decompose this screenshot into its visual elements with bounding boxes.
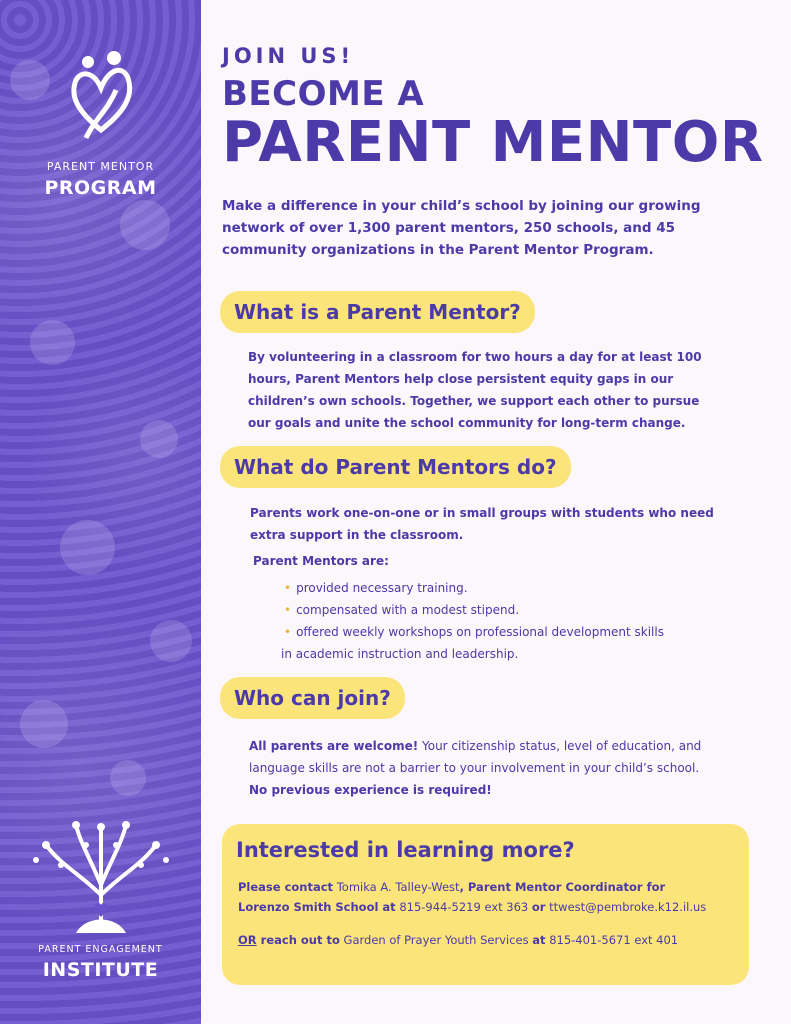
org-name: Garden of Prayer Youth Services xyxy=(339,933,533,947)
title-line-1: BECOME A xyxy=(222,74,425,114)
program-logo-title: PROGRAM xyxy=(44,177,157,199)
coordinator-name: Tomika A. Talley-West xyxy=(333,880,460,894)
parent-mentor-program-logo xyxy=(0,50,201,199)
all-parents-welcome: All parents are welcome! xyxy=(249,739,419,753)
kicker-join-us: JOIN US! xyxy=(222,44,355,68)
contact-heading: Interested in learning more? xyxy=(236,838,575,862)
institute-logo-title: INSTITUTE xyxy=(42,959,159,981)
parent-engagement-institute-logo xyxy=(0,815,201,981)
list-item: • provided necessary training. xyxy=(284,581,468,595)
org-phone: 815-401-5671 ext 401 xyxy=(545,933,679,947)
contact-line-2: OR reach out to Garden of Prayer Youth Services at 815-401-5671 ext 401 xyxy=(238,933,679,947)
who-can-join-paragraph: All parents are welcome! Your citizenship status, level of education, and language skills are not a barrier to your involvement in your child’s school. No previous experience is required! xyxy=(249,739,702,797)
program-logo-subtitle: PARENT MENTOR xyxy=(46,160,155,173)
coordinator-email[interactable]: ttwest@pembroke.k12.il.us xyxy=(545,900,707,914)
what-do-paragraph: Parents work one-on-one or in small groups with students who need extra support in the classroom. xyxy=(250,506,714,542)
what-is-paragraph: By volunteering in a classroom for two hours a day for at least 100 hours, Parent Mentors help close persistent equity gaps in our children’s own schools. Together, we support each other to pursue our goals and unite the school community for long-term change. xyxy=(248,350,702,430)
list-item: • offered weekly workshops on professional development skills in academic instruction and leadership. xyxy=(284,621,704,665)
heading-what-do-parent-mentors-do: What do Parent Mentors do? xyxy=(220,446,571,488)
mentor-benefits-list xyxy=(281,577,704,665)
tree-heart-icon xyxy=(21,815,181,940)
coordinator-phone: 815-944-5219 ext 363 xyxy=(395,900,532,914)
heading-what-is-parent-mentor: What is a Parent Mentor? xyxy=(220,291,535,333)
parent-child-heart-icon xyxy=(66,50,136,140)
institute-logo-subtitle: PARENT ENGAGEMENT xyxy=(38,944,163,955)
contact-line-1: Please contact Tomika A. Talley-West, Parent Mentor Coordinator for Lorenzo Smith School at 815-944-5219 ext 363 or ttwest@pembroke.k12.il.us xyxy=(238,880,707,914)
title-line-2: PARENT MENTOR xyxy=(222,110,764,175)
intro-paragraph: Make a difference in your child’s school by joining our growing network of over 1,300 parent mentors, 250 schools, and 45 community organizations in the Parent Mentor Program. xyxy=(222,198,701,258)
no-experience-required: No previous experience is required! xyxy=(249,783,492,797)
list-item-continuation: in academic instruction and leadership. xyxy=(281,647,519,661)
heading-who-can-join: Who can join? xyxy=(220,677,405,719)
list-item: • compensated with a modest stipend. xyxy=(284,603,520,617)
list-intro: Parent Mentors are: xyxy=(253,554,389,568)
sidebar-photo-panel xyxy=(0,0,201,1024)
